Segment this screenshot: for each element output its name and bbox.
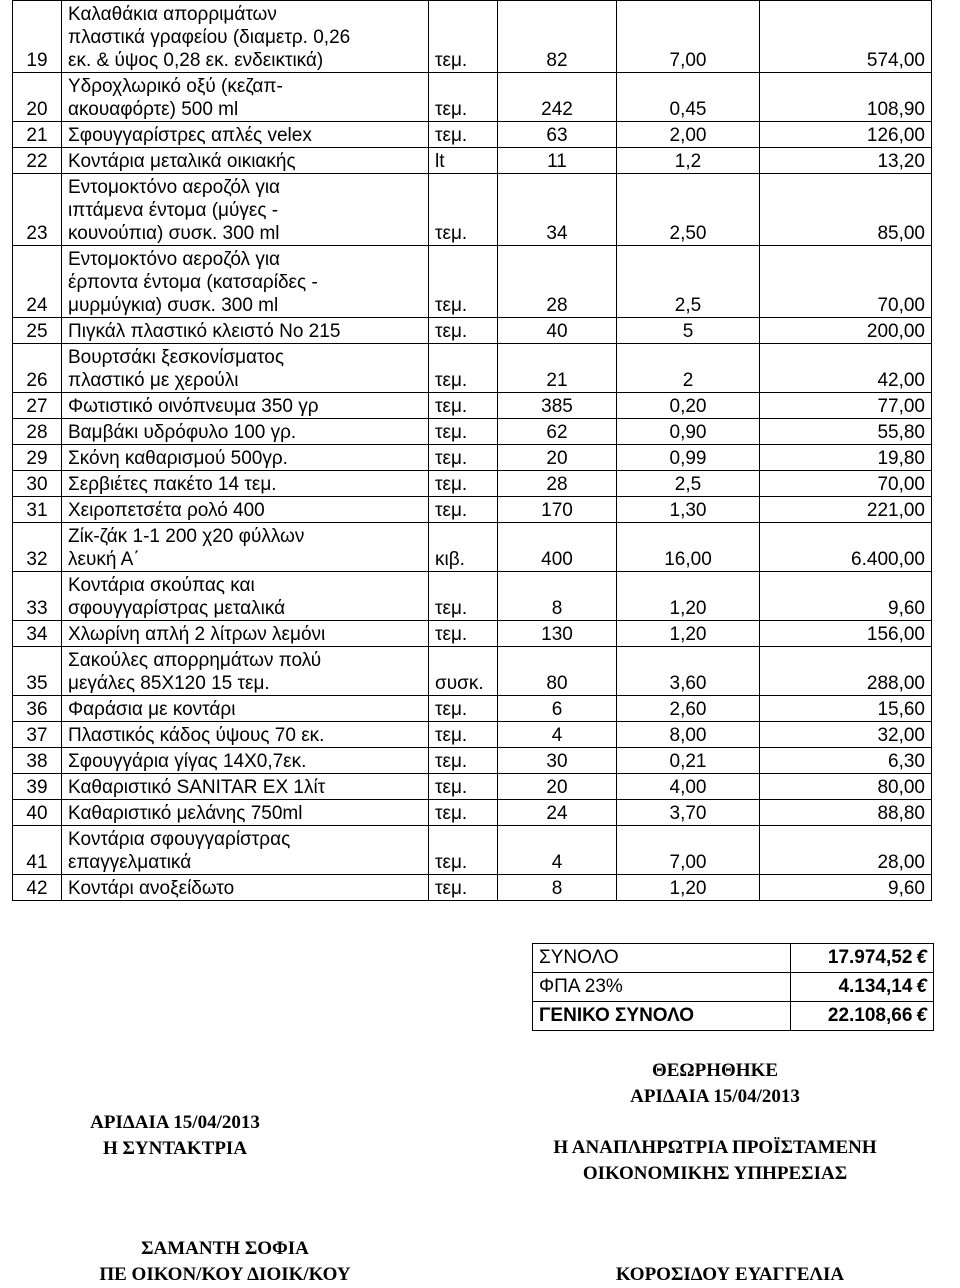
table-row [13, 393, 932, 419]
table-row [13, 774, 932, 800]
item-unit: τεμ. [429, 471, 498, 497]
item-description-line: έρποντα έντομα (κατσαρίδες - [68, 272, 318, 293]
item-description [62, 445, 429, 471]
subtotal-label: ΣΥΝΟΛΟ [533, 944, 791, 973]
item-description-line: Εντομοκτόνο αεροζόλ για [68, 249, 281, 270]
item-description-line: Σακούλες απορρημάτων πολύ [68, 650, 322, 671]
item-number: 26 [13, 344, 62, 393]
item-quantity: 30 [498, 748, 617, 774]
grand-total-value-cell [791, 1002, 934, 1031]
table-row [13, 246, 932, 318]
item-quantity: 63 [498, 122, 617, 148]
item-unit-price: 1,20 [617, 572, 760, 621]
table-row [13, 344, 932, 393]
item-number: 20 [13, 73, 62, 122]
item-description [62, 174, 429, 246]
item-description [62, 471, 429, 497]
item-description [62, 419, 429, 445]
subtotal-value: 17.974,52 [827, 947, 913, 968]
author-role: Η ΣΥΝΤΑΚΤΡΙΑ [102, 1138, 248, 1159]
item-unit: τεμ. [429, 419, 498, 445]
table-row [13, 647, 932, 696]
item-unit: lt [429, 148, 498, 174]
item-description-line: Κοντάρια σκούπας και [68, 575, 255, 596]
item-description-line: εκ. & ύψος 0,28 εκ. ενδεικτικά) [68, 50, 324, 71]
table-row [13, 621, 932, 647]
item-total: 77,00 [760, 393, 932, 419]
item-description [62, 875, 429, 901]
table-row [13, 122, 932, 148]
item-description-line: ακουαφόρτε) 500 ml [68, 99, 239, 120]
item-description [62, 497, 429, 523]
item-total: 55,80 [760, 419, 932, 445]
table-row [13, 73, 932, 122]
item-number: 31 [13, 497, 62, 523]
euro-sign: € [916, 1005, 927, 1026]
item-unit: τεμ. [429, 318, 498, 344]
item-description [62, 344, 429, 393]
item-number: 28 [13, 419, 62, 445]
item-quantity: 400 [498, 523, 617, 572]
item-total: 80,00 [760, 774, 932, 800]
approval-title: ΘΕΩΡΗΘΗΚΕ [651, 1060, 779, 1081]
item-total: 9,60 [760, 572, 932, 621]
item-unit: τεμ. [429, 696, 498, 722]
grand-total-label: ΓΕΝΙΚΟ ΣΥΝΟΛΟ [533, 1002, 791, 1031]
item-description-line: Σκόνη καθαρισμού 500γρ. [68, 448, 288, 469]
item-total: 13,20 [760, 148, 932, 174]
item-description [62, 73, 429, 122]
item-unit-price: 2,5 [617, 471, 760, 497]
item-unit: τεμ. [429, 826, 498, 875]
item-description-line: Φωτιστικό οινόπνευμα 350 γρ [68, 396, 319, 417]
item-number: 36 [13, 696, 62, 722]
item-quantity: 28 [498, 471, 617, 497]
item-number: 34 [13, 621, 62, 647]
item-quantity: 242 [498, 73, 617, 122]
table-row [13, 174, 932, 246]
item-quantity: 40 [498, 318, 617, 344]
item-description-line: Καλαθάκια απορριμάτων [68, 4, 277, 25]
item-total: 70,00 [760, 471, 932, 497]
item-description-line: Πλαστικός κάδος ύψους 70 εκ. [68, 725, 325, 746]
item-number: 42 [13, 875, 62, 901]
item-description [62, 647, 429, 696]
item-description [62, 122, 429, 148]
item-quantity: 11 [498, 148, 617, 174]
item-number: 37 [13, 722, 62, 748]
author-signature [55, 1236, 395, 1288]
item-total: 288,00 [760, 647, 932, 696]
item-description-line: Πιγκάλ πλαστικό κλειστό Νο 215 [68, 321, 341, 342]
table-row [13, 148, 932, 174]
item-unit-price: 2,00 [617, 122, 760, 148]
item-unit-price: 2 [617, 344, 760, 393]
item-unit: τεμ. [429, 722, 498, 748]
item-description [62, 748, 429, 774]
items-table-body [13, 1, 932, 901]
item-number: 19 [13, 1, 62, 73]
item-unit-price: 1,20 [617, 621, 760, 647]
item-number: 35 [13, 647, 62, 696]
item-unit-price: 5 [617, 318, 760, 344]
table-row [13, 826, 932, 875]
item-number: 39 [13, 774, 62, 800]
item-unit-price: 0,90 [617, 419, 760, 445]
item-description-line: Καθαριστικό SANITAR EX 1λίτ [68, 777, 326, 798]
item-unit-price: 7,00 [617, 826, 760, 875]
item-number: 30 [13, 471, 62, 497]
item-description-line: Σφουγγάρια γίγας 14Χ0,7εκ. [68, 751, 307, 772]
supervisor-role-line1: Η ΑΝΑΠΛΗΡΩΤΡΙΑ ΠΡΟΪΣΤΑΜΕΝΗ [553, 1137, 877, 1158]
item-description-line: Βουρτσάκι ξεσκονίσματος [68, 347, 284, 368]
item-quantity: 4 [498, 826, 617, 875]
item-description-line: Σφουγγαρίστρες απλές velex [68, 125, 312, 146]
grand-total-value: 22.108,66 [827, 1005, 913, 1026]
item-unit-price: 3,60 [617, 647, 760, 696]
item-description-line: λευκή Α΄ [68, 549, 140, 570]
supervisor-role-line2: ΟΙΚΟΝΟΜΙΚΗΣ ΥΠΗΡΕΣΙΑΣ [582, 1163, 848, 1184]
item-unit-price: 2,50 [617, 174, 760, 246]
item-unit: κιβ. [429, 523, 498, 572]
item-total: 126,00 [760, 122, 932, 148]
item-description-line: Βαμβάκι υδρόφυλο 100 γρ. [68, 422, 297, 443]
item-number: 41 [13, 826, 62, 875]
item-quantity: 8 [498, 572, 617, 621]
item-unit-price: 16,00 [617, 523, 760, 572]
item-quantity: 21 [498, 344, 617, 393]
item-quantity: 20 [498, 774, 617, 800]
author-block [60, 1110, 290, 1162]
item-description-line: Κοντάρια σφουγγαρίστρας [68, 829, 291, 850]
table-row [13, 318, 932, 344]
item-description-line: κουνούπια) συσκ. 300 ml [68, 223, 280, 244]
table-row [13, 419, 932, 445]
item-total: 6.400,00 [760, 523, 932, 572]
item-unit-price: 7,00 [617, 1, 760, 73]
item-description [62, 722, 429, 748]
item-quantity: 24 [498, 800, 617, 826]
item-unit-price: 1,30 [617, 497, 760, 523]
table-row [13, 1, 932, 73]
item-description [62, 800, 429, 826]
items-table [12, 0, 932, 901]
table-row [13, 696, 932, 722]
item-number: 24 [13, 246, 62, 318]
item-number: 21 [13, 122, 62, 148]
item-total: 28,00 [760, 826, 932, 875]
item-unit-price: 0,99 [617, 445, 760, 471]
item-unit-price: 1,20 [617, 875, 760, 901]
item-description [62, 523, 429, 572]
item-quantity: 82 [498, 1, 617, 73]
item-number: 33 [13, 572, 62, 621]
supervisor-name: ΚΟΡΟΣΙΔΟΥ ΕΥΑΓΓΕΛΙΑ [615, 1264, 845, 1285]
item-quantity: 28 [498, 246, 617, 318]
item-unit-price: 1,2 [617, 148, 760, 174]
item-unit: τεμ. [429, 748, 498, 774]
approval-block [595, 1058, 835, 1110]
author-position: ΠΕ ΟΙΚΟΝ/ΚΟΥ ΔΙΟΙΚ/ΚΟΥ [99, 1264, 351, 1285]
item-number: 32 [13, 523, 62, 572]
supervisor-signature [560, 1262, 900, 1288]
item-description-line: σφουγγαρίστρας μεταλικά [68, 598, 286, 619]
item-unit: τεμ. [429, 875, 498, 901]
item-unit-price: 2,5 [617, 246, 760, 318]
item-unit-price: 0,45 [617, 73, 760, 122]
item-quantity: 4 [498, 722, 617, 748]
vat-value: 4.134,14 [838, 976, 913, 997]
supervisor-block [505, 1135, 925, 1187]
item-description [62, 148, 429, 174]
item-total: 200,00 [760, 318, 932, 344]
totals-table [532, 943, 934, 1031]
item-total: 19,80 [760, 445, 932, 471]
item-total: 15,60 [760, 696, 932, 722]
item-quantity: 8 [498, 875, 617, 901]
item-description-line: Εντομοκτόνο αεροζόλ για [68, 177, 281, 198]
item-description-line: Χειροπετσέτα ρολό 400 [68, 500, 265, 521]
item-number: 27 [13, 393, 62, 419]
item-unit: τεμ. [429, 774, 498, 800]
table-row [13, 497, 932, 523]
item-description [62, 621, 429, 647]
item-description-line: πλαστικό με χερούλι [68, 370, 239, 391]
item-quantity: 80 [498, 647, 617, 696]
item-description-line: Χλωρίνη απλή 2 λίτρων λεμόνι [68, 624, 326, 645]
item-description [62, 393, 429, 419]
item-description-line: Φαράσια με κοντάρι [68, 699, 236, 720]
vat-value-cell [791, 973, 934, 1002]
item-total: 6,30 [760, 748, 932, 774]
item-description-line: ιπτάμενα έντομα (μύγες - [68, 200, 279, 221]
item-number: 38 [13, 748, 62, 774]
item-description-line: πλαστικά γραφείου (διαμετρ. 0,26 [68, 27, 351, 48]
item-quantity: 6 [498, 696, 617, 722]
item-description [62, 826, 429, 875]
table-row [13, 875, 932, 901]
table-row [13, 445, 932, 471]
item-total: 574,00 [760, 1, 932, 73]
author-name: ΣΑΜΑΝΤΗ ΣΟΦΙΑ [141, 1238, 309, 1259]
table-row [13, 800, 932, 826]
item-unit: τεμ. [429, 344, 498, 393]
subtotal-value-cell [791, 944, 934, 973]
item-unit: τεμ. [429, 174, 498, 246]
item-description-line: Καθαριστικό μελάνης 750ml [68, 803, 303, 824]
item-unit: τεμ. [429, 445, 498, 471]
item-total: 108,90 [760, 73, 932, 122]
item-quantity: 130 [498, 621, 617, 647]
item-description [62, 1, 429, 73]
item-total: 70,00 [760, 246, 932, 318]
item-number: 22 [13, 148, 62, 174]
euro-sign: € [916, 947, 927, 968]
item-unit: τεμ. [429, 1, 498, 73]
item-total: 32,00 [760, 722, 932, 748]
item-description [62, 774, 429, 800]
item-unit-price: 3,70 [617, 800, 760, 826]
vat-label: ΦΠΑ 23% [533, 973, 791, 1002]
item-unit: τεμ. [429, 73, 498, 122]
item-total: 88,80 [760, 800, 932, 826]
vat-row [533, 973, 934, 1002]
item-quantity: 20 [498, 445, 617, 471]
item-description-line: μεγάλες 85Χ120 15 τεμ. [68, 673, 270, 694]
item-description [62, 318, 429, 344]
item-description-line: μυρμύγκια) συσκ. 300 ml [68, 295, 279, 316]
subtotal-row [533, 944, 934, 973]
item-unit: τεμ. [429, 122, 498, 148]
item-quantity: 62 [498, 419, 617, 445]
item-unit: τεμ. [429, 572, 498, 621]
table-row [13, 722, 932, 748]
author-date: ΑΡΙΔΑΙΑ 15/04/2013 [90, 1112, 260, 1133]
item-number: 29 [13, 445, 62, 471]
approval-date: ΑΡΙΔΑΙΑ 15/04/2013 [630, 1086, 800, 1107]
item-total: 156,00 [760, 621, 932, 647]
item-unit-price: 0,20 [617, 393, 760, 419]
item-number: 40 [13, 800, 62, 826]
item-total: 42,00 [760, 344, 932, 393]
item-description-line: Υδροχλωρικό οξύ (κεζαπ- [68, 76, 283, 97]
item-description [62, 696, 429, 722]
item-unit-price: 2,60 [617, 696, 760, 722]
item-unit-price: 0,21 [617, 748, 760, 774]
item-quantity: 385 [498, 393, 617, 419]
item-unit: τεμ. [429, 800, 498, 826]
item-quantity: 34 [498, 174, 617, 246]
table-row [13, 523, 932, 572]
table-row [13, 572, 932, 621]
item-description-line: Κοντάρια μεταλικά οικιακής [68, 151, 296, 172]
grand-total-row [533, 1002, 934, 1031]
item-unit: τεμ. [429, 621, 498, 647]
item-number: 23 [13, 174, 62, 246]
item-description-line: Κοντάρι ανοξείδωτο [68, 878, 235, 899]
item-unit: τεμ. [429, 246, 498, 318]
item-total: 221,00 [760, 497, 932, 523]
euro-sign: € [916, 976, 927, 997]
item-unit: τεμ. [429, 393, 498, 419]
item-unit: τεμ. [429, 497, 498, 523]
item-description [62, 246, 429, 318]
item-description-line: επαγγελματικά [68, 852, 192, 873]
table-row [13, 748, 932, 774]
item-total: 85,00 [760, 174, 932, 246]
item-description-line: Σερβιέτες πακέτο 14 τεμ. [68, 474, 277, 495]
item-unit: συσκ. [429, 647, 498, 696]
item-total: 9,60 [760, 875, 932, 901]
item-quantity: 170 [498, 497, 617, 523]
item-unit-price: 8,00 [617, 722, 760, 748]
item-description [62, 572, 429, 621]
item-description-line: Ζίκ-ζάκ 1-1 200 χ20 φύλλων [68, 526, 305, 547]
item-unit-price: 4,00 [617, 774, 760, 800]
table-row [13, 471, 932, 497]
item-number: 25 [13, 318, 62, 344]
